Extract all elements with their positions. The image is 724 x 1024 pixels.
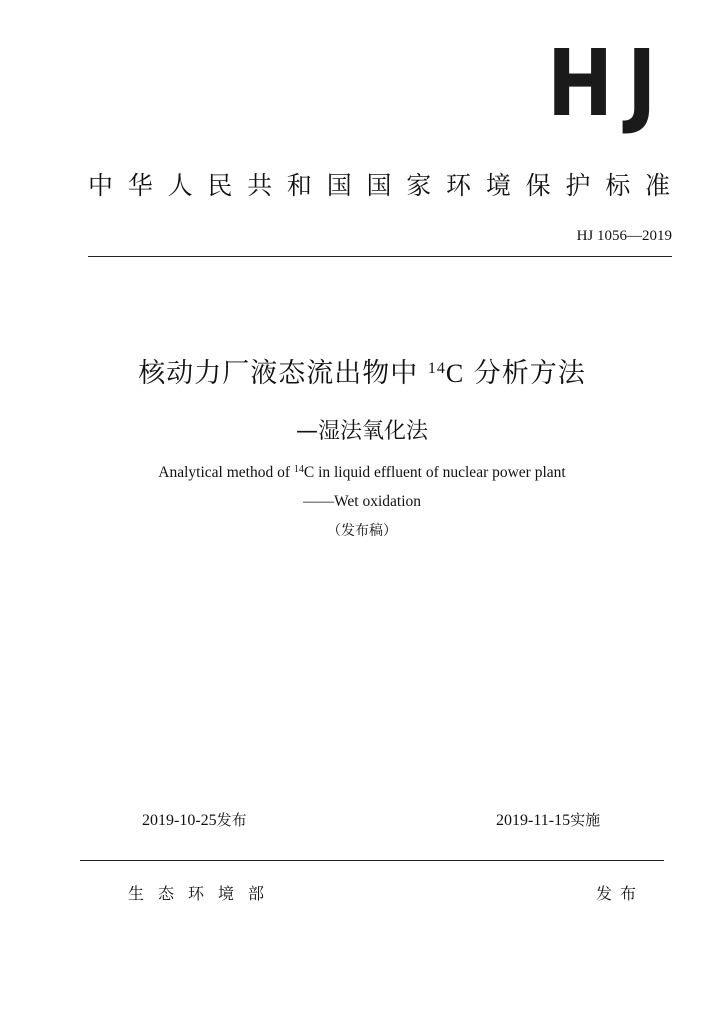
- issuing-authority: 生态环境部: [128, 884, 279, 903]
- implementation-date-value: 2019-11-15: [496, 812, 571, 829]
- title-element: C: [445, 359, 465, 388]
- hj-logo: HJ: [546, 30, 670, 137]
- draft-note: （发布稿）: [327, 523, 397, 539]
- en-title-before: Analytical method of: [158, 464, 294, 481]
- title-text-after: 分析方法: [464, 358, 586, 389]
- en-title-isotope-mass: 14: [293, 464, 304, 475]
- header-divider: [88, 256, 672, 257]
- standard-code: HJ 1056—2019: [576, 228, 672, 244]
- standard-category-title: 中华人民共和国国家环境保护标准: [88, 171, 674, 200]
- en-title-after: C in liquid effluent of nuclear power plant: [303, 464, 566, 481]
- document-title-en: [0, 461, 724, 485]
- footer-divider: [80, 860, 664, 861]
- issue-date-value: 2019-10-25: [142, 812, 217, 829]
- title-text-before: 核动力厂液态流出物中: [138, 358, 428, 389]
- title-isotope-mass: 14: [427, 360, 446, 377]
- document-subtitle-cn: —湿法氧化法: [295, 419, 428, 444]
- issue-date: [142, 808, 247, 833]
- publish-label: 发布: [596, 884, 645, 903]
- document-subtitle-en: ——Wet oxidation: [303, 493, 421, 510]
- document-title-cn: [0, 354, 724, 394]
- implementation-date-label: 实施: [570, 811, 601, 829]
- issue-date-label: 发布: [216, 811, 247, 829]
- implementation-date: [496, 808, 600, 833]
